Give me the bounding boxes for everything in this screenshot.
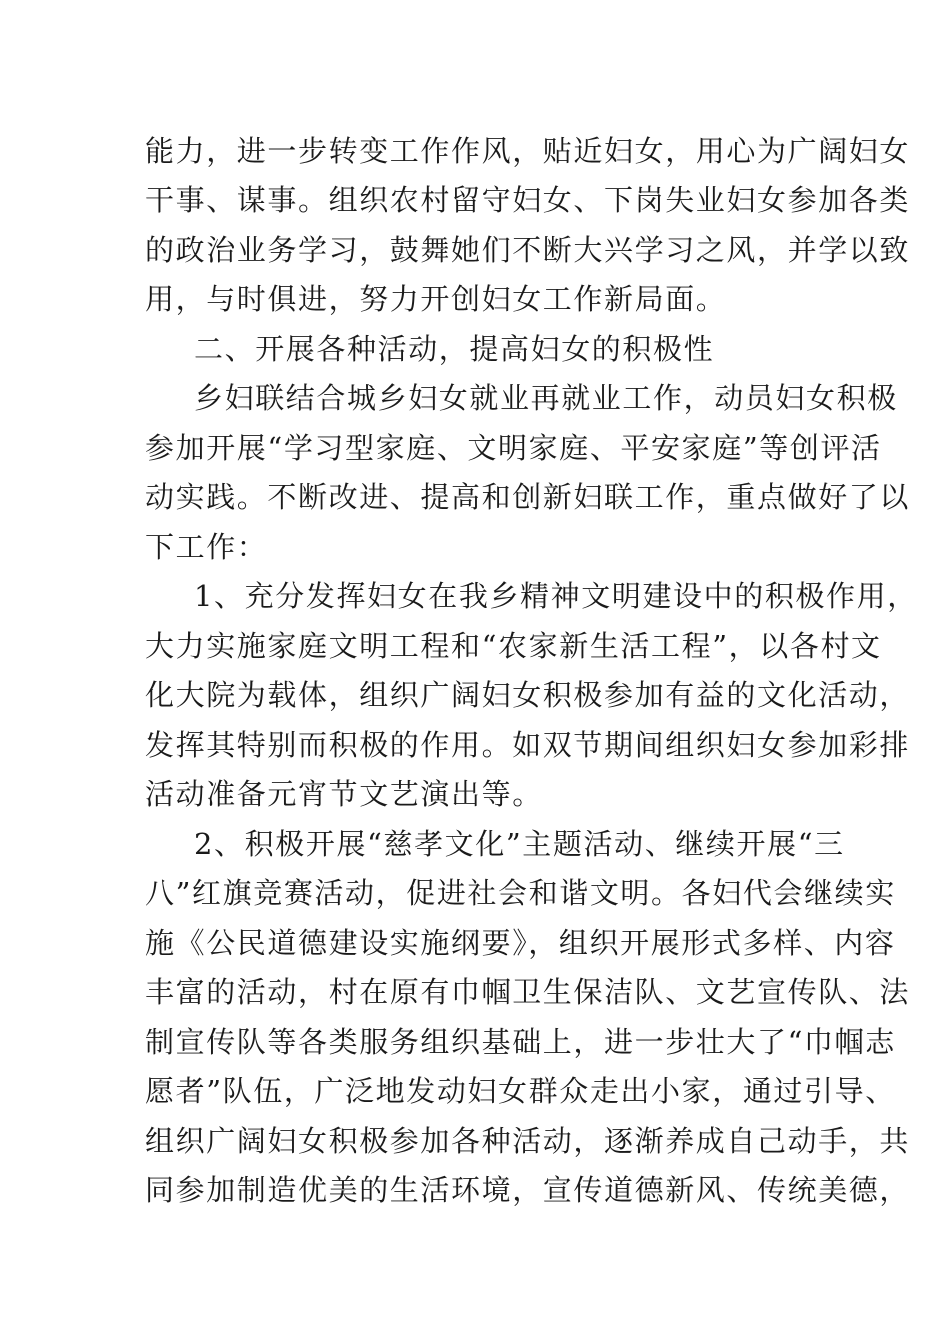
- paragraph-line: 参加开展“学习型家庭、文明家庭、平安家庭”等创评活: [145, 431, 882, 465]
- paragraph-line: 化大院为载体，组织广阔妇女积极参加有益的文化活动，: [145, 678, 911, 712]
- paragraph-line: 八”红旗竞赛活动，促进社会和谐文明。各妇代会继续实: [145, 876, 896, 910]
- paragraph-line: 同参加制造优美的生活环境，宣传道德新风、传统美德，: [145, 1173, 911, 1207]
- paragraph-line: 的政治业务学习，鼓舞她们不断大兴学习之风，并学以致: [145, 233, 911, 267]
- paragraph-line: 动实践。不断改进、提高和创新妇联工作，重点做好了以: [145, 480, 911, 514]
- paragraph-line: 下工作：: [145, 530, 268, 564]
- paragraph-line: 1、充分发挥妇女在我乡精神文明建设中的积极作用，: [194, 579, 918, 613]
- paragraph-line: 能力，进一步转变工作作风，贴近妇女，用心为广阔妇女: [145, 134, 911, 168]
- paragraph-line: 丰富的活动，村在原有巾帼卫生保洁队、文艺宣传队、法: [145, 975, 911, 1009]
- paragraph-line: 活动准备元宵节文艺演出等。: [145, 777, 543, 811]
- paragraph-line: 施《公民道德建设实施纲要》，组织开展形式多样、内容: [145, 926, 896, 960]
- section-heading: 二、开展各种活动，提高妇女的积极性: [194, 332, 715, 366]
- paragraph-line: 大力实施家庭文明工程和“农家新生活工程”，以各村文: [145, 629, 882, 663]
- paragraph-line: 制宣传队等各类服务组织基础上，进一步壮大了“巾帼志: [145, 1025, 896, 1059]
- paragraph-line: 干事、谋事。组织农村留守妇女、下岗失业妇女参加各类: [145, 183, 911, 217]
- paragraph-line: 发挥其特别而积极的作用。如双节期间组织妇女参加彩排: [145, 728, 911, 762]
- paragraph-line: 愿者”队伍，广泛地发动妇女群众走出小家，通过引导、: [145, 1074, 896, 1108]
- paragraph-line: 用，与时俱进，努力开创妇女工作新局面。: [145, 282, 727, 316]
- paragraph-line: 2、积极开展“慈孝文化”主题活动、继续开展“三: [194, 827, 845, 861]
- paragraph-line: 组织广阔妇女积极参加各种活动，逐渐养成自己动手，共: [145, 1124, 911, 1158]
- paragraph-line: 乡妇联结合城乡妇女就业再就业工作，动员妇女积极: [194, 381, 898, 415]
